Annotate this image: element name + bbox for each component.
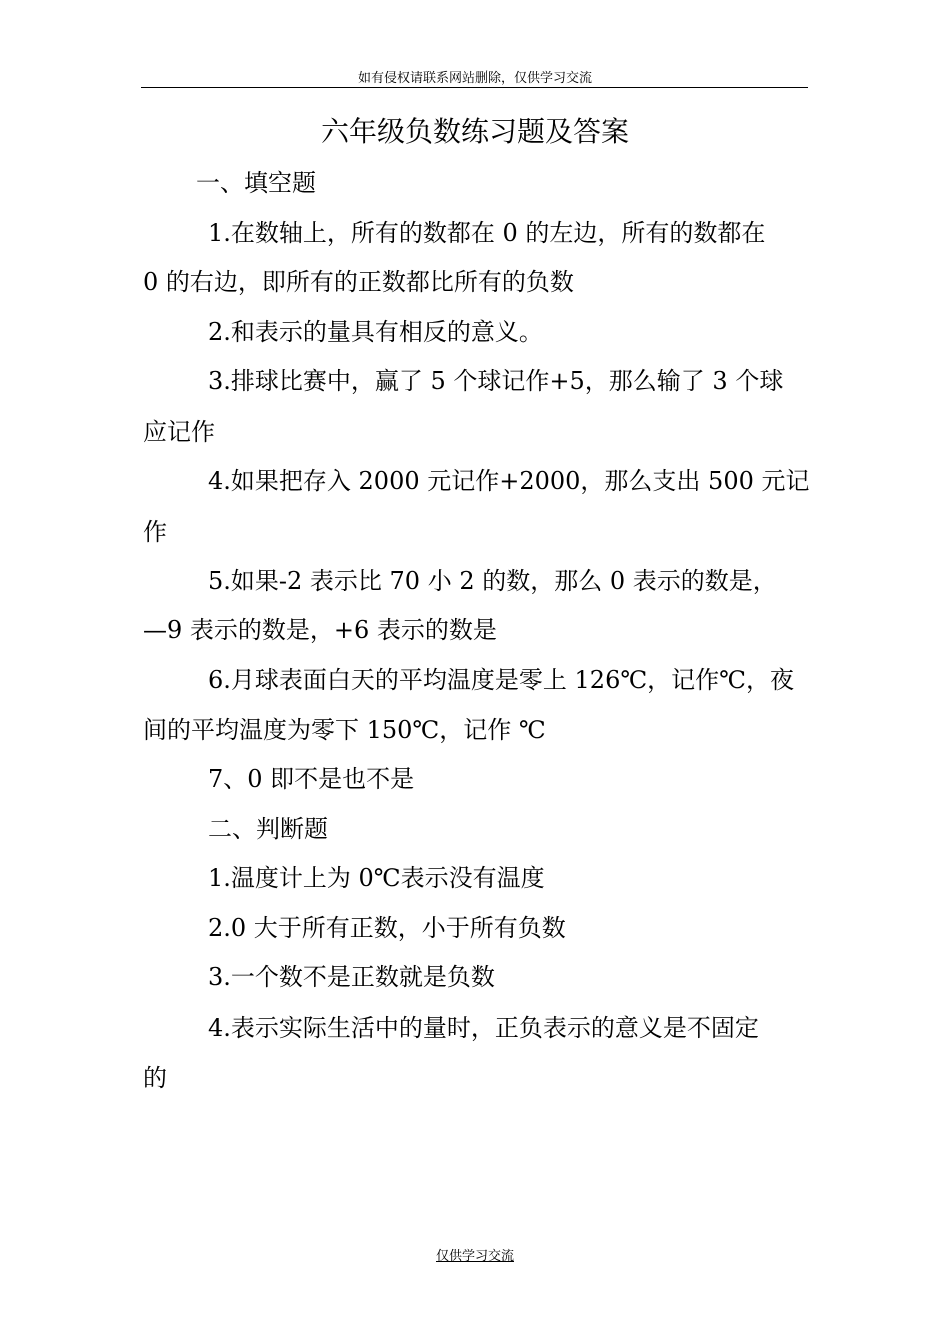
question-5-line-2: —9 表示的数是，+6 表示的数是 xyxy=(143,616,497,644)
question-6-line-1: 6.月球表面白天的平均温度是零上 126℃，记作℃，夜 xyxy=(208,666,795,694)
question-1-line-1: 1.在数轴上，所有的数都在 0 的左边，所有的数都在 xyxy=(208,219,766,247)
footer-note: 仅供学习交流 xyxy=(435,1249,514,1264)
tf-question-3-line-1: 3.一个数不是正数就是负数 xyxy=(208,963,495,991)
tf-question-4-line-2: 的 xyxy=(143,1064,167,1092)
question-1-line-2: 0 的右边，即所有的正数都比所有的负数 xyxy=(143,268,574,296)
question-7-line-1: 7、0 即不是也不是 xyxy=(208,765,415,793)
question-4-line-2: 作 xyxy=(143,518,167,546)
question-3-line-2: 应记作 xyxy=(143,418,215,446)
question-5-line-1: 5.如果-2 表示比 70 小 2 的数，那么 0 表示的数是， xyxy=(208,567,777,595)
tf-question-4-line-1: 4.表示实际生活中的量时，正负表示的意义是不固定 xyxy=(208,1014,759,1042)
section-heading-true-false: 二、判断题 xyxy=(208,815,328,843)
question-3-line-1: 3.排球比赛中，赢了 5 个球记作+5，那么输了 3 个球 xyxy=(208,367,784,395)
section-heading-fill-in: 一、填空题 xyxy=(196,169,316,197)
question-6-line-2: 间的平均温度为零下 150℃，记作 ℃ xyxy=(143,716,546,744)
header-rule xyxy=(141,87,808,88)
page-title: 六年级负数练习题及答案 xyxy=(320,115,629,148)
question-4-line-1: 4.如果把存入 2000 元记作+2000，那么支出 500 元记 xyxy=(208,467,810,495)
header-note: 如有侵权请联系网站删除，仅供学习交流 xyxy=(357,71,592,86)
question-2-line-1: 2.和表示的量具有相反的意义。 xyxy=(208,318,543,346)
tf-question-2-line-1: 2.0 大于所有正数，小于所有负数 xyxy=(208,914,566,942)
tf-question-1-line-1: 1.温度计上为 0℃表示没有温度 xyxy=(208,864,545,892)
